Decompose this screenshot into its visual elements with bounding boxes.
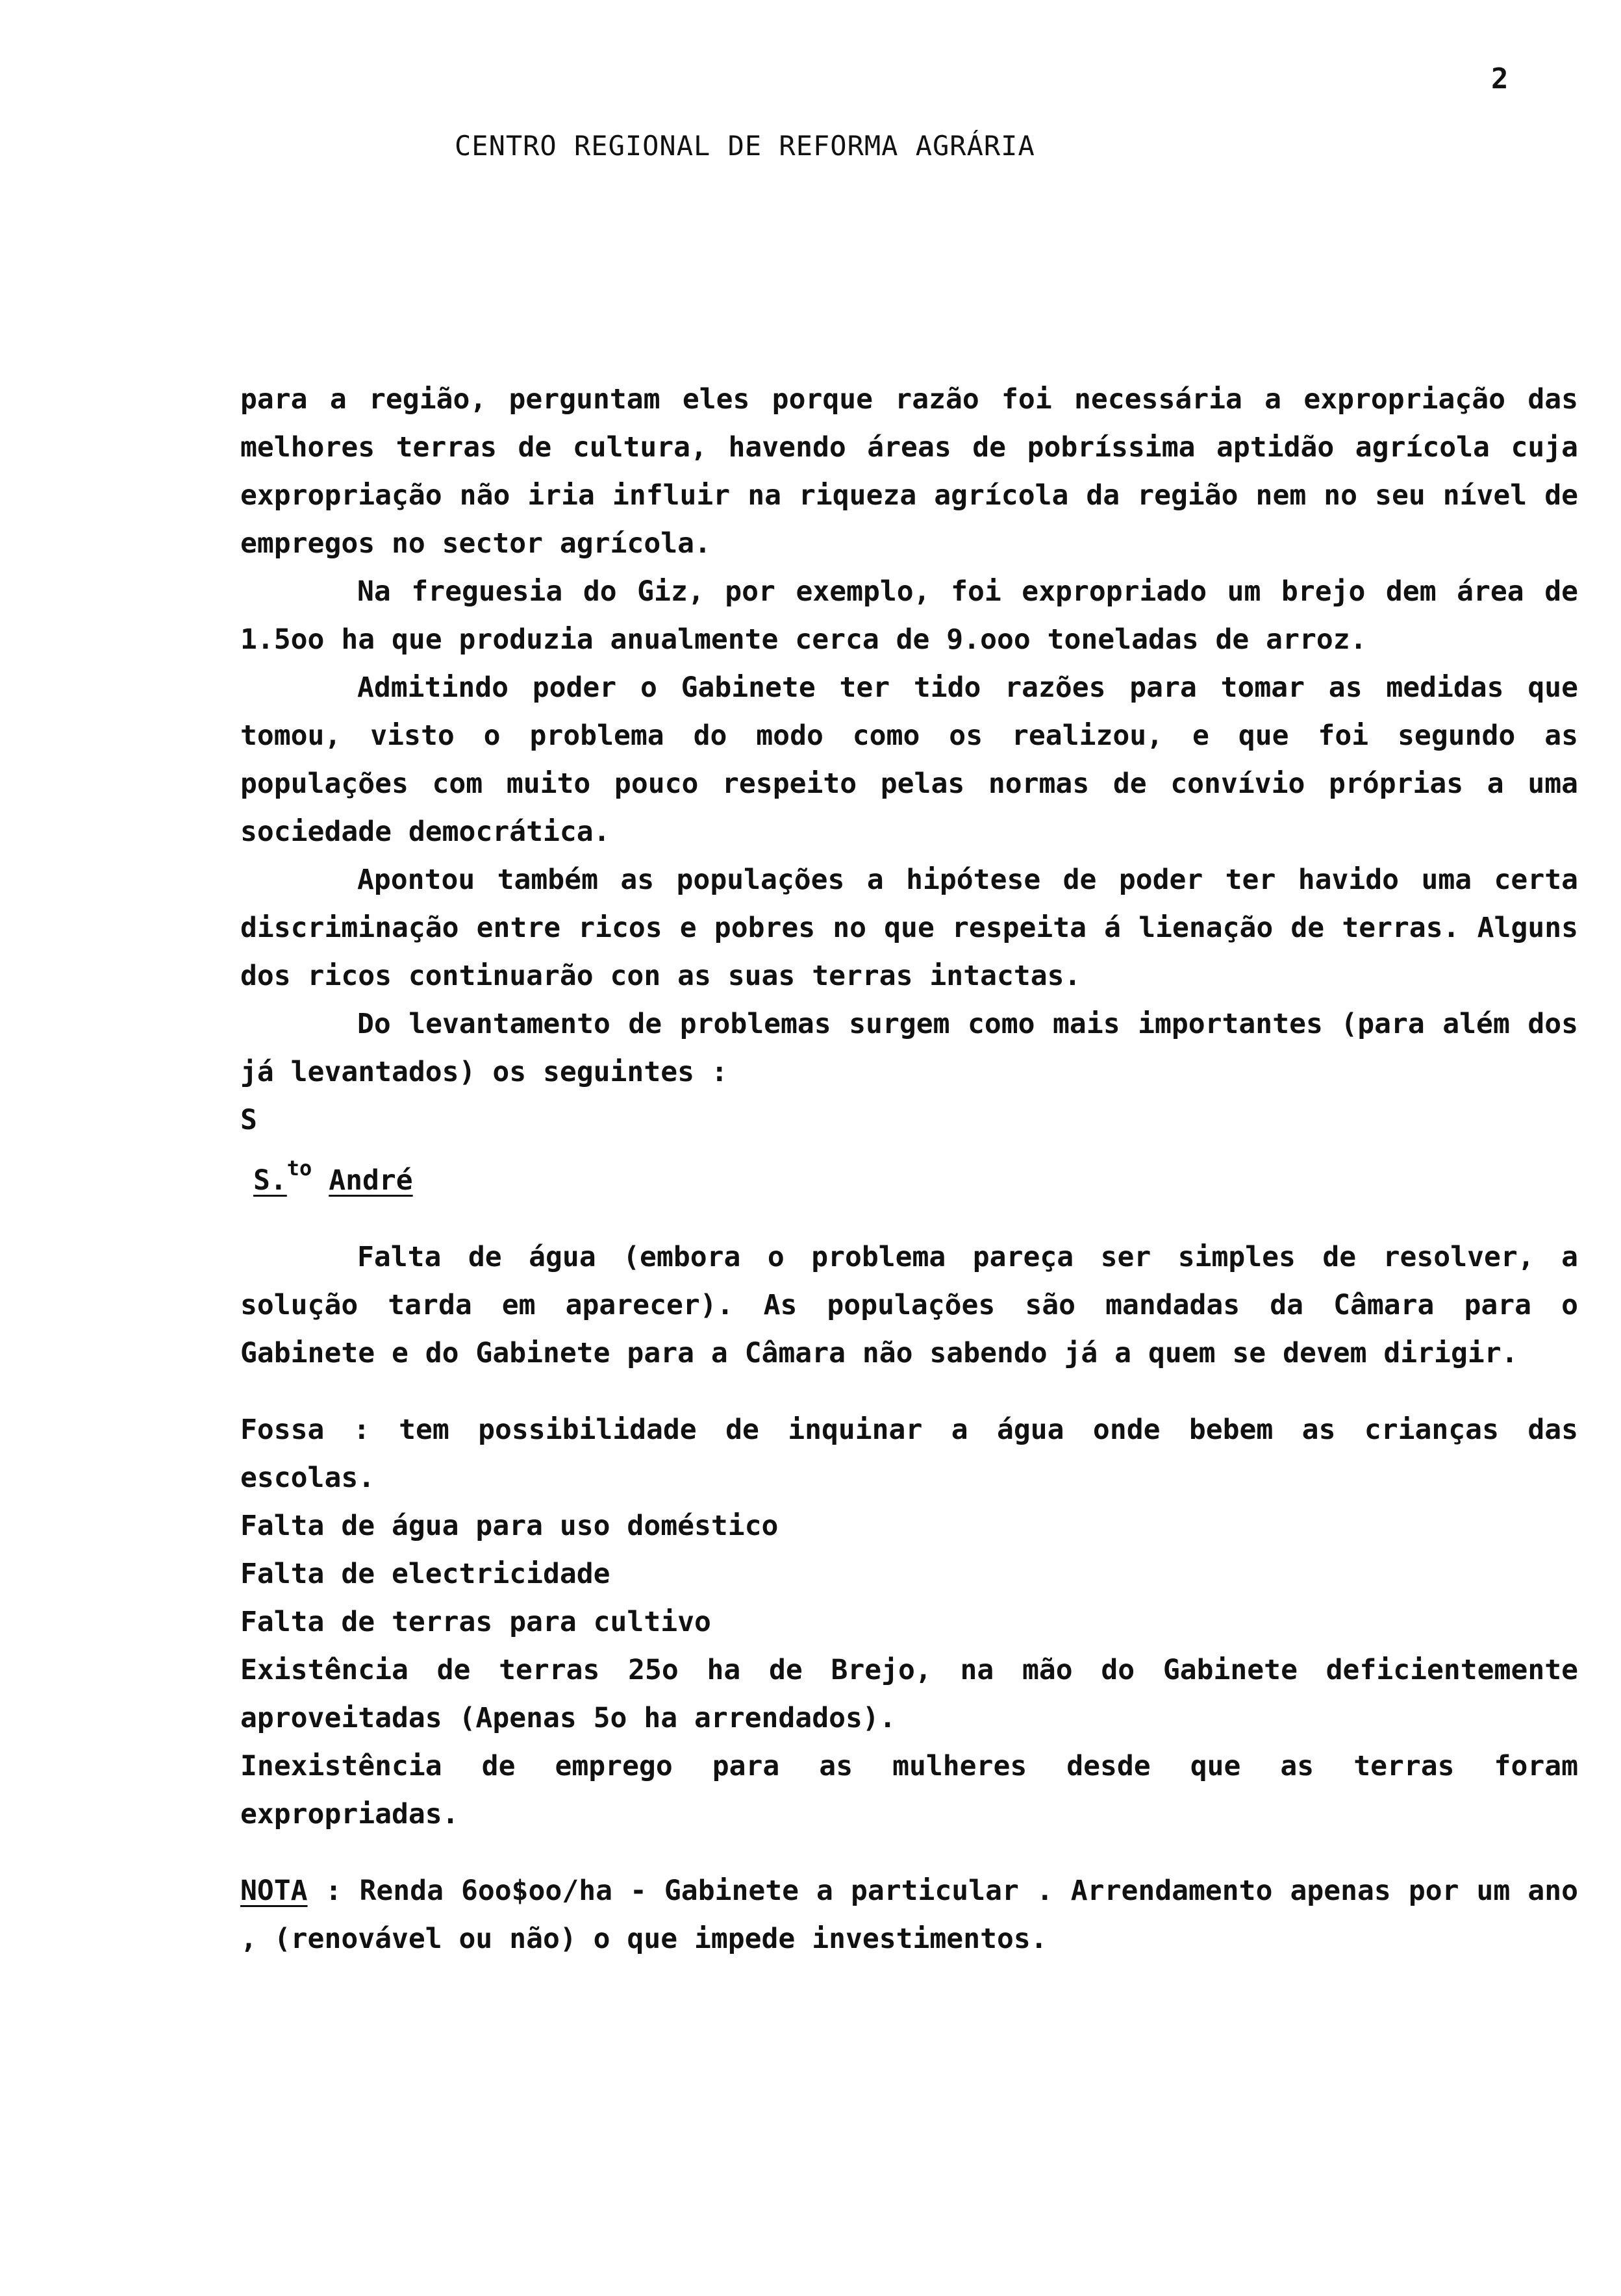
nota-paragraph bbox=[240, 1867, 1578, 1963]
paragraph-4: Apontou também as populações a hipótese de poder ter havido uma certa discriminação entre ricos e pobres no que respeita á lienação de terras. Alguns dos ricos continuarão con as suas terras intactas. bbox=[240, 864, 1578, 992]
spacer bbox=[240, 1204, 1578, 1233]
paragraph-1: para a região, perguntam eles porque razão foi necessária a expropriação das melhores terras de cultura, havendo áreas de pobríssima aptidão agrícola cuja expropriação não iria influir na riqueza agrícola da região nem no seu nível de empregos no sector agrícola. bbox=[240, 383, 1578, 560]
paragraph-6: Falta de água (embora o problema pareça ser simples de resolver, a solução tarda em aparecer). As populações são mandadas da Câmara para o Gabinete e do Gabinete para a Câmara não sabendo já a quem se devem dirigir. bbox=[240, 1241, 1578, 1369]
section-title-prefix: S. bbox=[253, 1164, 287, 1197]
section-title-name: André bbox=[329, 1164, 413, 1197]
problem-item-1: Fossa : tem possibilidade de inquinar a água onde bebem as crianças das escolas. bbox=[240, 1414, 1578, 1494]
paragraph-2: Na freguesia do Giz, por exemplo, foi expropriado um brejo dem área de 1.5oo ha que produzia anualmente cerca de 9.ooo toneladas de arroz. bbox=[240, 575, 1578, 656]
problem-item-5: Existência de terras 25o ha de Brejo, na mão do Gabinete deficientemente aproveitadas (Apenas 5o ha arrendados). bbox=[240, 1654, 1578, 1734]
paragraph-5: Do levantamento de problemas surgem como mais importantes (para além dos já levantados) os seguintes : bbox=[240, 1008, 1578, 1088]
section-title-sup: to bbox=[286, 1156, 312, 1180]
section-title bbox=[240, 1144, 1578, 1204]
spacer bbox=[240, 1838, 1578, 1867]
stray-letter: S bbox=[240, 1104, 257, 1136]
problem-item-6: Inexistência de emprego para as mulheres desde que as terras foram expropriadas. bbox=[240, 1750, 1578, 1830]
body-text bbox=[240, 375, 1578, 1963]
problem-item-4: Falta de terras para cultivo bbox=[240, 1606, 711, 1638]
nota-text: Renda 6oo$oo/ha - Gabinete a particular . Arrendamento apenas por um ano , (renovável ou não) o que impede investimentos. bbox=[240, 1875, 1578, 1955]
paragraph-3: Admitindo poder o Gabinete ter tido razões para tomar as medidas que tomou, visto o problema do modo como os realizou, e que foi segundo as populações com muito pouco respeito pelas normas de convívio próprias a uma sociedade democrática. bbox=[240, 671, 1578, 848]
problem-item-2: Falta de água para uso doméstico bbox=[240, 1510, 779, 1542]
nota-separator: : bbox=[325, 1875, 342, 1907]
nota-label: NOTA bbox=[240, 1875, 308, 1907]
page-number: 2 bbox=[1491, 62, 1509, 95]
document-header: CENTRO REGIONAL DE REFORMA AGRÁRIA bbox=[455, 130, 1035, 162]
problem-item-3: Falta de electricidade bbox=[240, 1558, 610, 1590]
spacer bbox=[240, 1377, 1578, 1406]
